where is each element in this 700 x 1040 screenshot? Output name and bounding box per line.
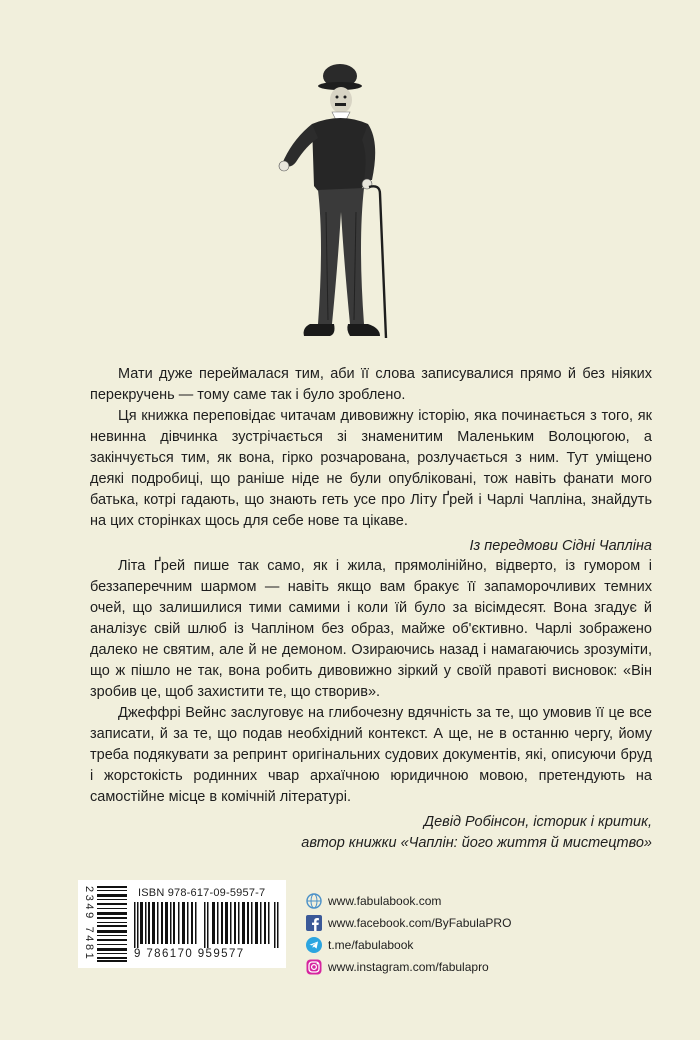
signature-sydney-chaplin: Із передмови Сідні Чапліна — [469, 538, 652, 554]
instagram-icon — [306, 959, 322, 975]
telegram-icon — [306, 937, 322, 953]
paragraph: Ця книжка переповідає читачам дивовижну історію, яка починається з того, як невинна дівчинка зустрічається зі знаменитим Маленьким Волоцюгою, а закінчується тим, як вона, гірко розчарована, розлучається з ним. Тут уміщено деякі подробиці, що раніше ніде не були опубліковані, тож навіть фанати мого батька, котрі гадають, що знають геть усе про Літу Ґрей і Чарлі Чапліна, знайдуть на цих сторінках щось для себе нове та цікаве. — [90, 408, 652, 529]
publisher-links — [306, 890, 511, 978]
link-telegram[interactable] — [306, 934, 511, 956]
globe-icon — [306, 893, 322, 909]
barcode-bars — [134, 902, 280, 948]
paragraph: Джеффрі Вейнс заслуговує на глибочезну вдячність за те, що умовив її це все записати, й за те, що подав необхідний контекст. А ще, не в останню чергу, йому треба подякувати за репринт оригінальних судових документів, які, описуючи бруд і жорстокість родинних чвар архаїчною юридичною мовою, претендують на самостійне місце в комічній літературі. — [90, 705, 652, 805]
paragraph: Літа Ґрей пише так само, як і жила, прямолінійно, відверто, із гумором і беззаперечним шармом — навіть якщо вам бракує її запаморочливих темних очей, що залишилися тими самими і коли їй було за вісімдесят. Вона згадує й аналізує свій шлюб із Чапліном без образ, майже об'єктивно. Чарлі зображено далеко не святим, але й не демоном. Озираючись назад і намагаючись зрозуміти, що ж пішло не так, вона робить дивовижно зіркий у своїй правоті висновок: «Він зробив це, щоб захистити те, що створив». — [90, 558, 652, 700]
side-barcode-bars — [97, 886, 127, 962]
isbn-number: ISBN 978-617-09-5957-7 — [138, 887, 266, 899]
link-text: www.instagram.com/fabulapro — [328, 960, 489, 974]
signature-david-robinson-line1: Девід Робінсон, історик і критик, — [423, 814, 652, 830]
side-barcode-digits: 2349 7481 — [83, 886, 95, 962]
link-facebook[interactable] — [306, 912, 511, 934]
link-text: t.me/fabulabook — [328, 938, 414, 952]
review-excerpt — [90, 556, 652, 854]
paragraph: Мати дуже переймалася тим, аби її слова записувалися прямо й без ніяких перекручень — тому саме так і було зроблено. — [90, 366, 652, 403]
barcode-digits: 9 786170 959577 — [134, 948, 245, 960]
link-instagram[interactable] — [306, 956, 511, 978]
link-text: www.facebook.com/ByFabulaPRO — [328, 916, 512, 930]
preface-excerpt — [90, 364, 652, 557]
chaplin-illustration — [268, 62, 398, 347]
isbn-barcode — [78, 880, 286, 968]
link-website[interactable] — [306, 890, 511, 912]
signature-david-robinson-line2: автор книжки «Чаплін: його життя й мистецтво» — [301, 835, 652, 851]
facebook-icon — [306, 915, 322, 931]
link-text: www.fabulabook.com — [328, 894, 442, 908]
